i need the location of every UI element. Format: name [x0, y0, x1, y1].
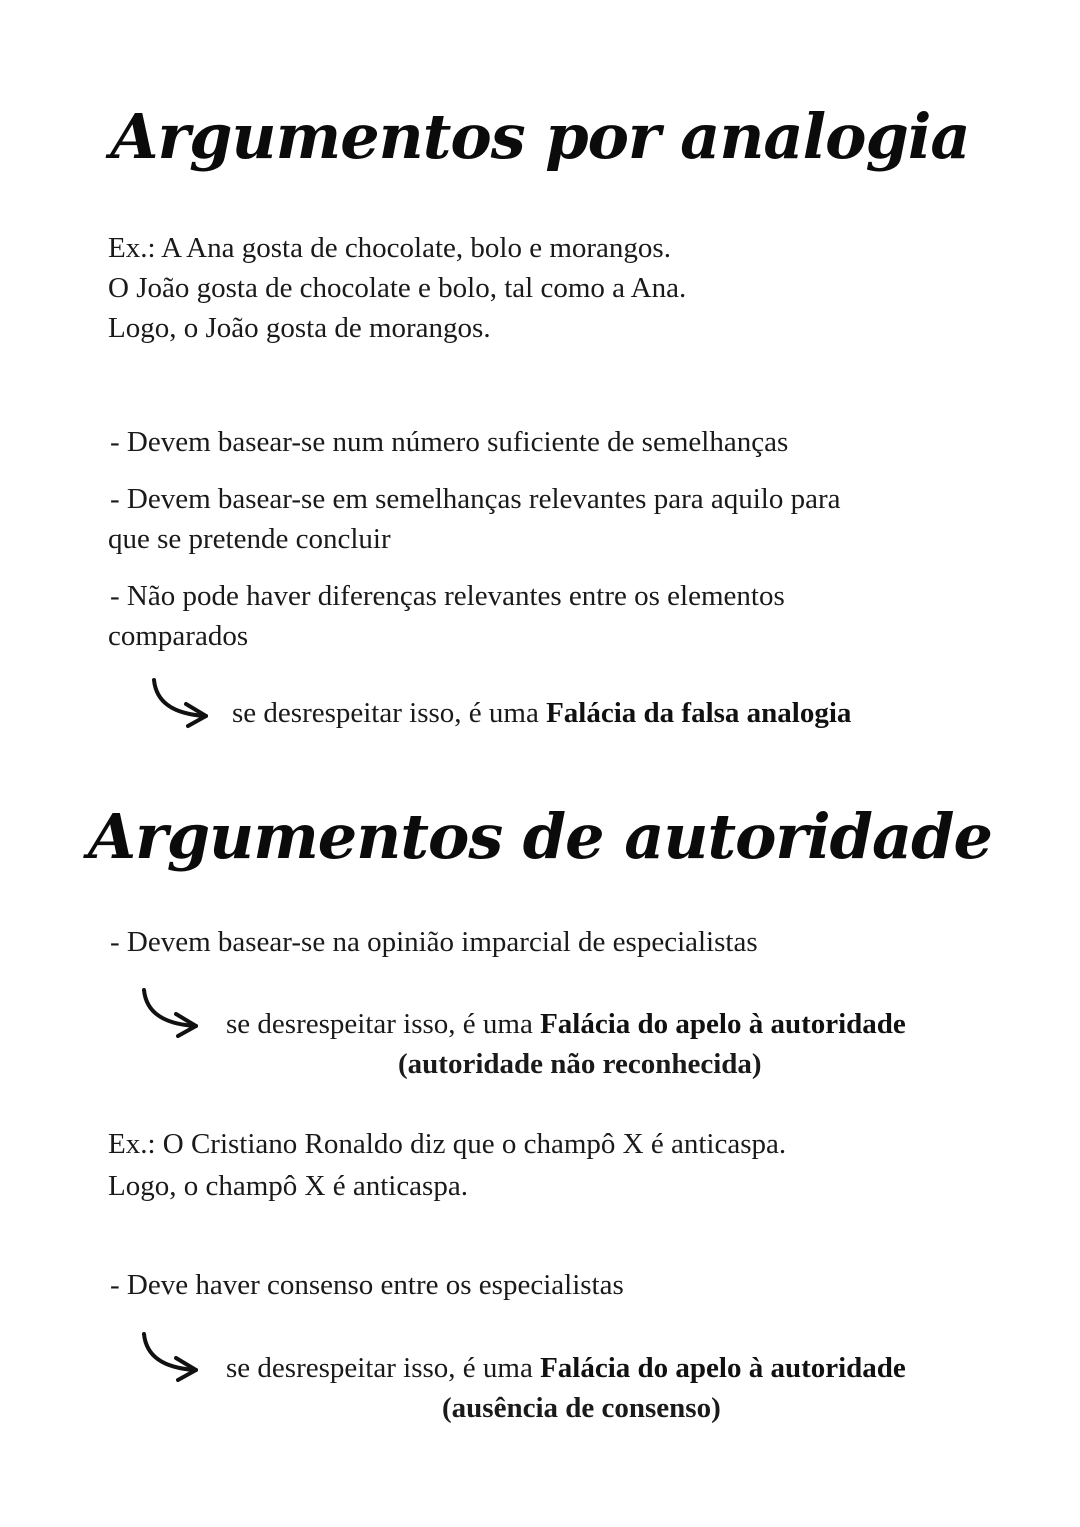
- analogy-rule-2-cont: que se pretende concluir: [108, 523, 391, 555]
- curved-arrow-right-icon: [138, 1330, 202, 1386]
- fallacy-apelo-autoridade: Falácia do apelo à autoridade: [540, 1352, 906, 1384]
- analogy-example-line-1: Ex.: A Ana gosta de chocolate, bolo e morangos.: [108, 232, 671, 264]
- analogy-rule-3: - Não pode haver diferenças relevantes entre os elementos: [110, 580, 785, 612]
- analogy-consequence: [232, 697, 851, 730]
- fallacy-detail-autoridade-nao-reconhecida: (autoridade não reconhecida): [398, 1048, 762, 1080]
- consequence-prefix: se desrespeitar isso, é uma: [226, 1352, 541, 1384]
- curved-arrow-right-icon: [138, 986, 202, 1042]
- fallacy-apelo-autoridade: Falácia do apelo à autoridade: [540, 1008, 906, 1040]
- authority-example-line-2: Logo, o champô X é anticaspa.: [108, 1170, 468, 1202]
- analogy-rule-2: - Devem basear-se em semelhanças relevantes para aquilo para: [110, 483, 841, 515]
- authority-example-line-1: Ex.: O Cristiano Ronaldo diz que o champô X é anticaspa.: [108, 1128, 787, 1160]
- authority-consequence-2: [226, 1352, 906, 1385]
- consequence-prefix: se desrespeitar isso, é uma: [232, 697, 547, 729]
- title-argumentos-autoridade: Argumentos de autoridade: [88, 800, 992, 873]
- authority-rule-1: - Devem basear-se na opinião imparcial de especialistas: [110, 926, 758, 958]
- curved-arrow-right-icon: [148, 676, 212, 732]
- analogy-rule-1: - Devem basear-se num número suficiente de semelhanças: [110, 426, 789, 458]
- consequence-prefix: se desrespeitar isso, é uma: [226, 1008, 541, 1040]
- analogy-rule-3-cont: comparados: [108, 620, 249, 652]
- title-argumentos-analogia: Argumentos por analogia: [110, 100, 970, 173]
- fallacy-falsa-analogia: Falácia da falsa analogia: [546, 697, 852, 729]
- analogy-example-line-2: O João gosta de chocolate e bolo, tal como a Ana.: [108, 272, 687, 304]
- analogy-example-line-3: Logo, o João gosta de morangos.: [108, 312, 491, 344]
- authority-rule-2: - Deve haver consenso entre os especialistas: [110, 1269, 624, 1301]
- authority-consequence-1: [226, 1008, 906, 1041]
- fallacy-detail-ausencia-consenso: (ausência de consenso): [442, 1392, 721, 1424]
